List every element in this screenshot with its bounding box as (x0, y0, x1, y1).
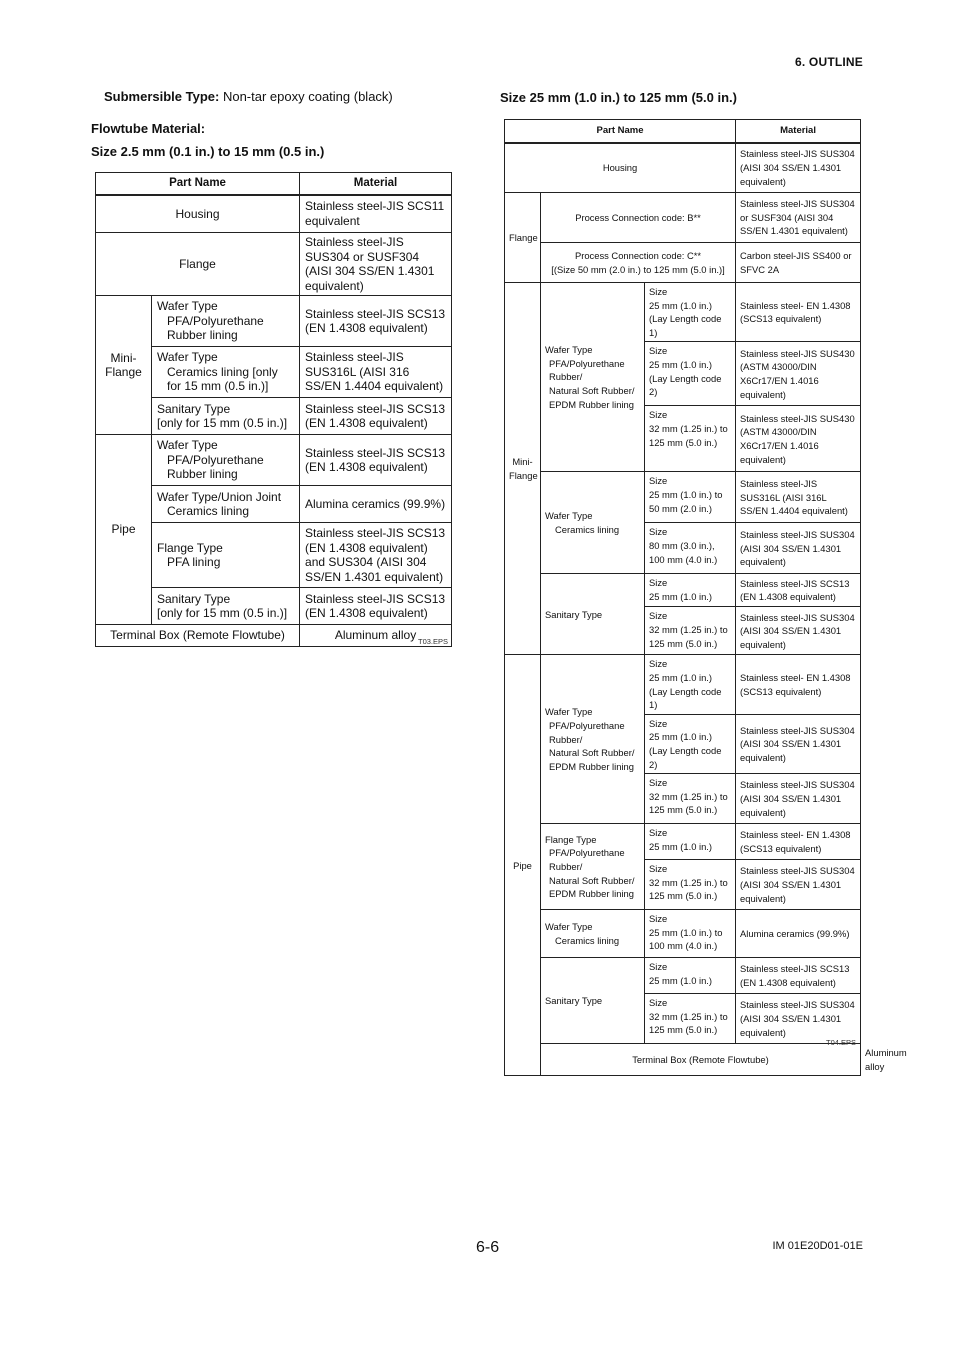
part-cell: Sanitary Type (541, 574, 645, 655)
material-cell: Stainless steel- EN 1.4308 (SCS13 equivalent) (736, 655, 861, 714)
part-cell (152, 588, 300, 625)
part-type: Wafer Type/Union Joint (157, 489, 282, 504)
col-header-part: Part Name (96, 173, 300, 195)
material-cell: Stainless steel-JIS SUS430 (ASTM 43000/DIN X6Cr17/EN 1.4016 equivalent) (736, 406, 861, 472)
table-row (505, 574, 861, 607)
part-process-connection-b: Process Connection code: B** (541, 193, 736, 243)
part-lining: Ceramics lining (555, 523, 620, 535)
table-row (505, 472, 861, 523)
part-lining: Ceramics lining (555, 934, 620, 946)
table1-ref: T03.EPS (418, 637, 449, 646)
part-line: Process Connection code: C** (574, 250, 702, 261)
part-terminal-box: Terminal Box (Remote Flowtube) (541, 1044, 861, 1076)
material-housing: Stainless steel-JIS SUS304 (AISI 304 SS/EN 1.4301 equivalent) (736, 143, 861, 193)
page-number: 6-6 (476, 1239, 500, 1256)
material-cell: Stainless steel-JIS SUS304 (AISI 304 SS/EN 1.4301 equivalent) (736, 607, 861, 655)
group-mini-flange: Mini- Flange (505, 283, 541, 655)
table-row (96, 435, 452, 486)
material-cell: Stainless steel-JIS SCS13 (EN 1.4308 equivalent) (300, 435, 452, 486)
table-row (96, 296, 452, 347)
table1-title: Size 2.5 mm (0.1 in.) to 15 mm (0.5 in.) (91, 144, 325, 159)
part-note: [only for 15 mm (0.5 in.)] (157, 416, 288, 430)
part-type: Wafer Type (545, 510, 593, 522)
group-pipe: Pipe (96, 435, 152, 625)
table-row (505, 283, 861, 342)
material-cell: Stainless steel-JIS SUS304 (AISI 304 SS/EN 1.4301 equivalent) (736, 994, 861, 1044)
material-cell: Alumina ceramics (99.9%) (300, 486, 452, 523)
size-cell: Size 32 mm (1.25 in.) to 125 mm (5.0 in.) (645, 607, 736, 655)
material-cell: Stainless steel- EN 1.4308 (SCS13 equivalent) (736, 824, 861, 860)
part-cell (541, 824, 645, 910)
material-terminal-box: Aluminum alloy (300, 625, 452, 647)
part-type: Sanitary Type (157, 591, 231, 606)
part-type: Sanitary Type (157, 401, 231, 416)
part-type: Flange Type (545, 833, 597, 845)
material-cell: Stainless steel-JIS SUS304 (AISI 304 SS/EN 1.4301 equivalent) (736, 860, 861, 910)
material-cell: Stainless steel-JIS SCS13 (EN 1.4308 equivalent) (300, 588, 452, 625)
part-cell (152, 296, 300, 347)
part-lining: Ceramics lining [only for 15 mm (0.5 in.)] (167, 364, 278, 394)
small-size-material-table (95, 172, 452, 647)
table-row (505, 193, 861, 243)
table-row (505, 143, 861, 193)
size-cell: Size 32 mm (1.25 in.) to 125 mm (5.0 in.) (645, 860, 736, 910)
material-cell: Stainless steel-JIS SUS304 (AISI 304 SS/EN 1.4301 equivalent) (736, 774, 861, 824)
size-cell: Size 32 mm (1.25 in.) to 125 mm (5.0 in.) (645, 774, 736, 824)
part-process-connection-c (541, 243, 736, 283)
part-lining: PFA/Polyurethane Rubber/ Natural Soft Rubber/ EPDM Rubber lining (549, 719, 635, 772)
submersible-label: Submersible Type: (104, 89, 220, 104)
part-lining: PFA/Polyurethane Rubber lining (167, 452, 264, 482)
size-cell: Size 25 mm (1.0 in.) (645, 574, 736, 607)
part-type: Wafer Type (545, 344, 593, 356)
part-cell (541, 655, 645, 824)
col-header-material: Material (736, 120, 861, 143)
material-cell: Stainless steel-JIS SUS430 (ASTM 43000/DIN X6Cr17/EN 1.4016 equivalent) (736, 342, 861, 406)
size-cell: Size 25 mm (1.0 in.) to 50 mm (2.0 in.) (645, 472, 736, 523)
part-note: [(Size 50 mm (2.0 in.) to 125 mm (5.0 in.)] (551, 263, 725, 275)
submersible-value: Non-tar epoxy coating (black) (219, 89, 393, 104)
part-terminal-box: Terminal Box (Remote Flowtube) (96, 625, 300, 647)
group-mini-flange: Mini- Flange (96, 296, 152, 435)
part-cell (541, 283, 645, 472)
submersible-type-line (104, 89, 393, 104)
material-cell: Stainless steel-JIS SCS13 (EN 1.4308 equivalent) (736, 574, 861, 607)
part-cell (152, 486, 300, 523)
material-cell: Stainless steel- EN 1.4308 (SCS13 equivalent) (736, 283, 861, 342)
part-cell (152, 435, 300, 486)
table-row (505, 824, 861, 860)
size-cell: Size 32 mm (1.25 in.) to 125 mm (5.0 in.) (645, 406, 736, 472)
part-lining: PFA lining (167, 555, 221, 569)
part-flange: Flange (96, 233, 300, 296)
part-lining: PFA/Polyurethane Rubber lining (167, 313, 264, 343)
size-cell: Size 25 mm (1.0 in.) (645, 824, 736, 860)
material-cell: Alumina ceramics (99.9%) (736, 910, 861, 958)
part-lining: PFA/Polyurethane Rubber/ Natural Soft Rubber/ EPDM Rubber lining (549, 357, 635, 410)
size-cell: Size 25 mm (1.0 in.) (Lay Length code 2) (645, 342, 736, 406)
size-cell: Size 80 mm (3.0 in.), 100 mm (4.0 in.) (645, 523, 736, 574)
table-header-row (96, 173, 452, 195)
size-cell: Size 32 mm (1.25 in.) to 125 mm (5.0 in.) (645, 994, 736, 1044)
part-cell (152, 398, 300, 435)
table-row (505, 243, 861, 283)
part-lining: PFA/Polyurethane Rubber/ Natural Soft Rubber/ EPDM Rubber lining (549, 847, 635, 900)
table2-title: Size 25 mm (1.0 in.) to 125 mm (5.0 in.) (500, 90, 737, 105)
table-row: Terminal Box (Remote Flowtube) Aluminum alloy (505, 1044, 861, 1076)
table-row (505, 958, 861, 994)
material-cell: Stainless steel-JIS SUS316L (AISI 316 SS/EN 1.4404 equivalent) (300, 347, 452, 398)
size-cell: Size 25 mm (1.0 in.) (645, 958, 736, 994)
part-type: Wafer Type (157, 350, 218, 365)
size-cell: Size 25 mm (1.0 in.) (Lay Length code 1) (645, 655, 736, 714)
group-flange: Flange (505, 193, 541, 283)
document-id: IM 01E20D01-01E (772, 1240, 863, 1252)
part-type: Wafer Type (157, 299, 218, 314)
table-row (96, 195, 452, 233)
material-cell: Carbon steel-JIS SS400 or SFVC 2A (736, 243, 861, 283)
part-type: Flange Type (157, 540, 223, 555)
material-cell: Stainless steel-JIS SCS13 (EN 1.4308 equivalent) (300, 296, 452, 347)
material-cell: Stainless steel-JIS SUS304 or SUSF304 (AISI 304 SS/EN 1.4301 equivalent) (736, 193, 861, 243)
size-cell: Size 25 mm (1.0 in.) (Lay Length code 1) (645, 283, 736, 342)
material-cell: Stainless steel-JIS SUS304 (AISI 304 SS/EN 1.4301 equivalent) (736, 714, 861, 773)
section-header: 6. OUTLINE (794, 55, 863, 69)
material-cell: Stainless steel-JIS SUS316L (AISI 316L SS/EN 1.4404 equivalent) (736, 472, 861, 523)
part-type: Wafer Type (545, 921, 593, 933)
table2-ref: T04.EPS (826, 1038, 857, 1047)
col-header-material: Material (300, 173, 452, 195)
material-housing: Stainless steel-JIS SCS11 equivalent (300, 195, 452, 233)
material-cell: Stainless steel-JIS SUS304 (AISI 304 SS/EN 1.4301 equivalent) (736, 523, 861, 574)
table-row (505, 910, 861, 958)
material-flange: Stainless steel-JIS SUS304 or SUSF304 (AISI 304 SS/EN 1.4301 equivalent) (300, 233, 452, 296)
table-row (96, 233, 452, 296)
table-row (505, 655, 861, 714)
table-header-row (505, 120, 861, 143)
part-cell (541, 472, 645, 574)
part-cell (152, 523, 300, 588)
material-cell: Stainless steel-JIS SCS13 (EN 1.4308 equivalent) (736, 958, 861, 994)
material-cell: Stainless steel-JIS SCS13 (EN 1.4308 equivalent) and SUS304 (AISI 304 SS/EN 1.4301 equivalent) (300, 523, 452, 588)
part-cell (152, 347, 300, 398)
large-size-material-table (504, 119, 907, 1076)
col-header-part: Part Name (505, 120, 736, 143)
table-row (96, 625, 452, 647)
part-type: Wafer Type (545, 706, 593, 718)
material-cell: Stainless steel-JIS SCS13 (EN 1.4308 equivalent) (300, 398, 452, 435)
part-type: Wafer Type (157, 438, 218, 453)
part-housing: Housing (96, 195, 300, 233)
flowtube-material-heading: Flowtube Material: (91, 121, 206, 136)
part-cell: Sanitary Type (541, 958, 645, 1044)
part-cell (541, 910, 645, 958)
part-housing: Housing (505, 143, 736, 193)
part-lining: Ceramics lining (167, 504, 250, 518)
part-note: [only for 15 mm (0.5 in.)] (157, 606, 288, 620)
size-cell: Size 25 mm (1.0 in.) to 100 mm (4.0 in.) (645, 910, 736, 958)
size-cell: Size 25 mm (1.0 in.) (Lay Length code 2) (645, 714, 736, 773)
group-pipe: Pipe (505, 655, 541, 1076)
